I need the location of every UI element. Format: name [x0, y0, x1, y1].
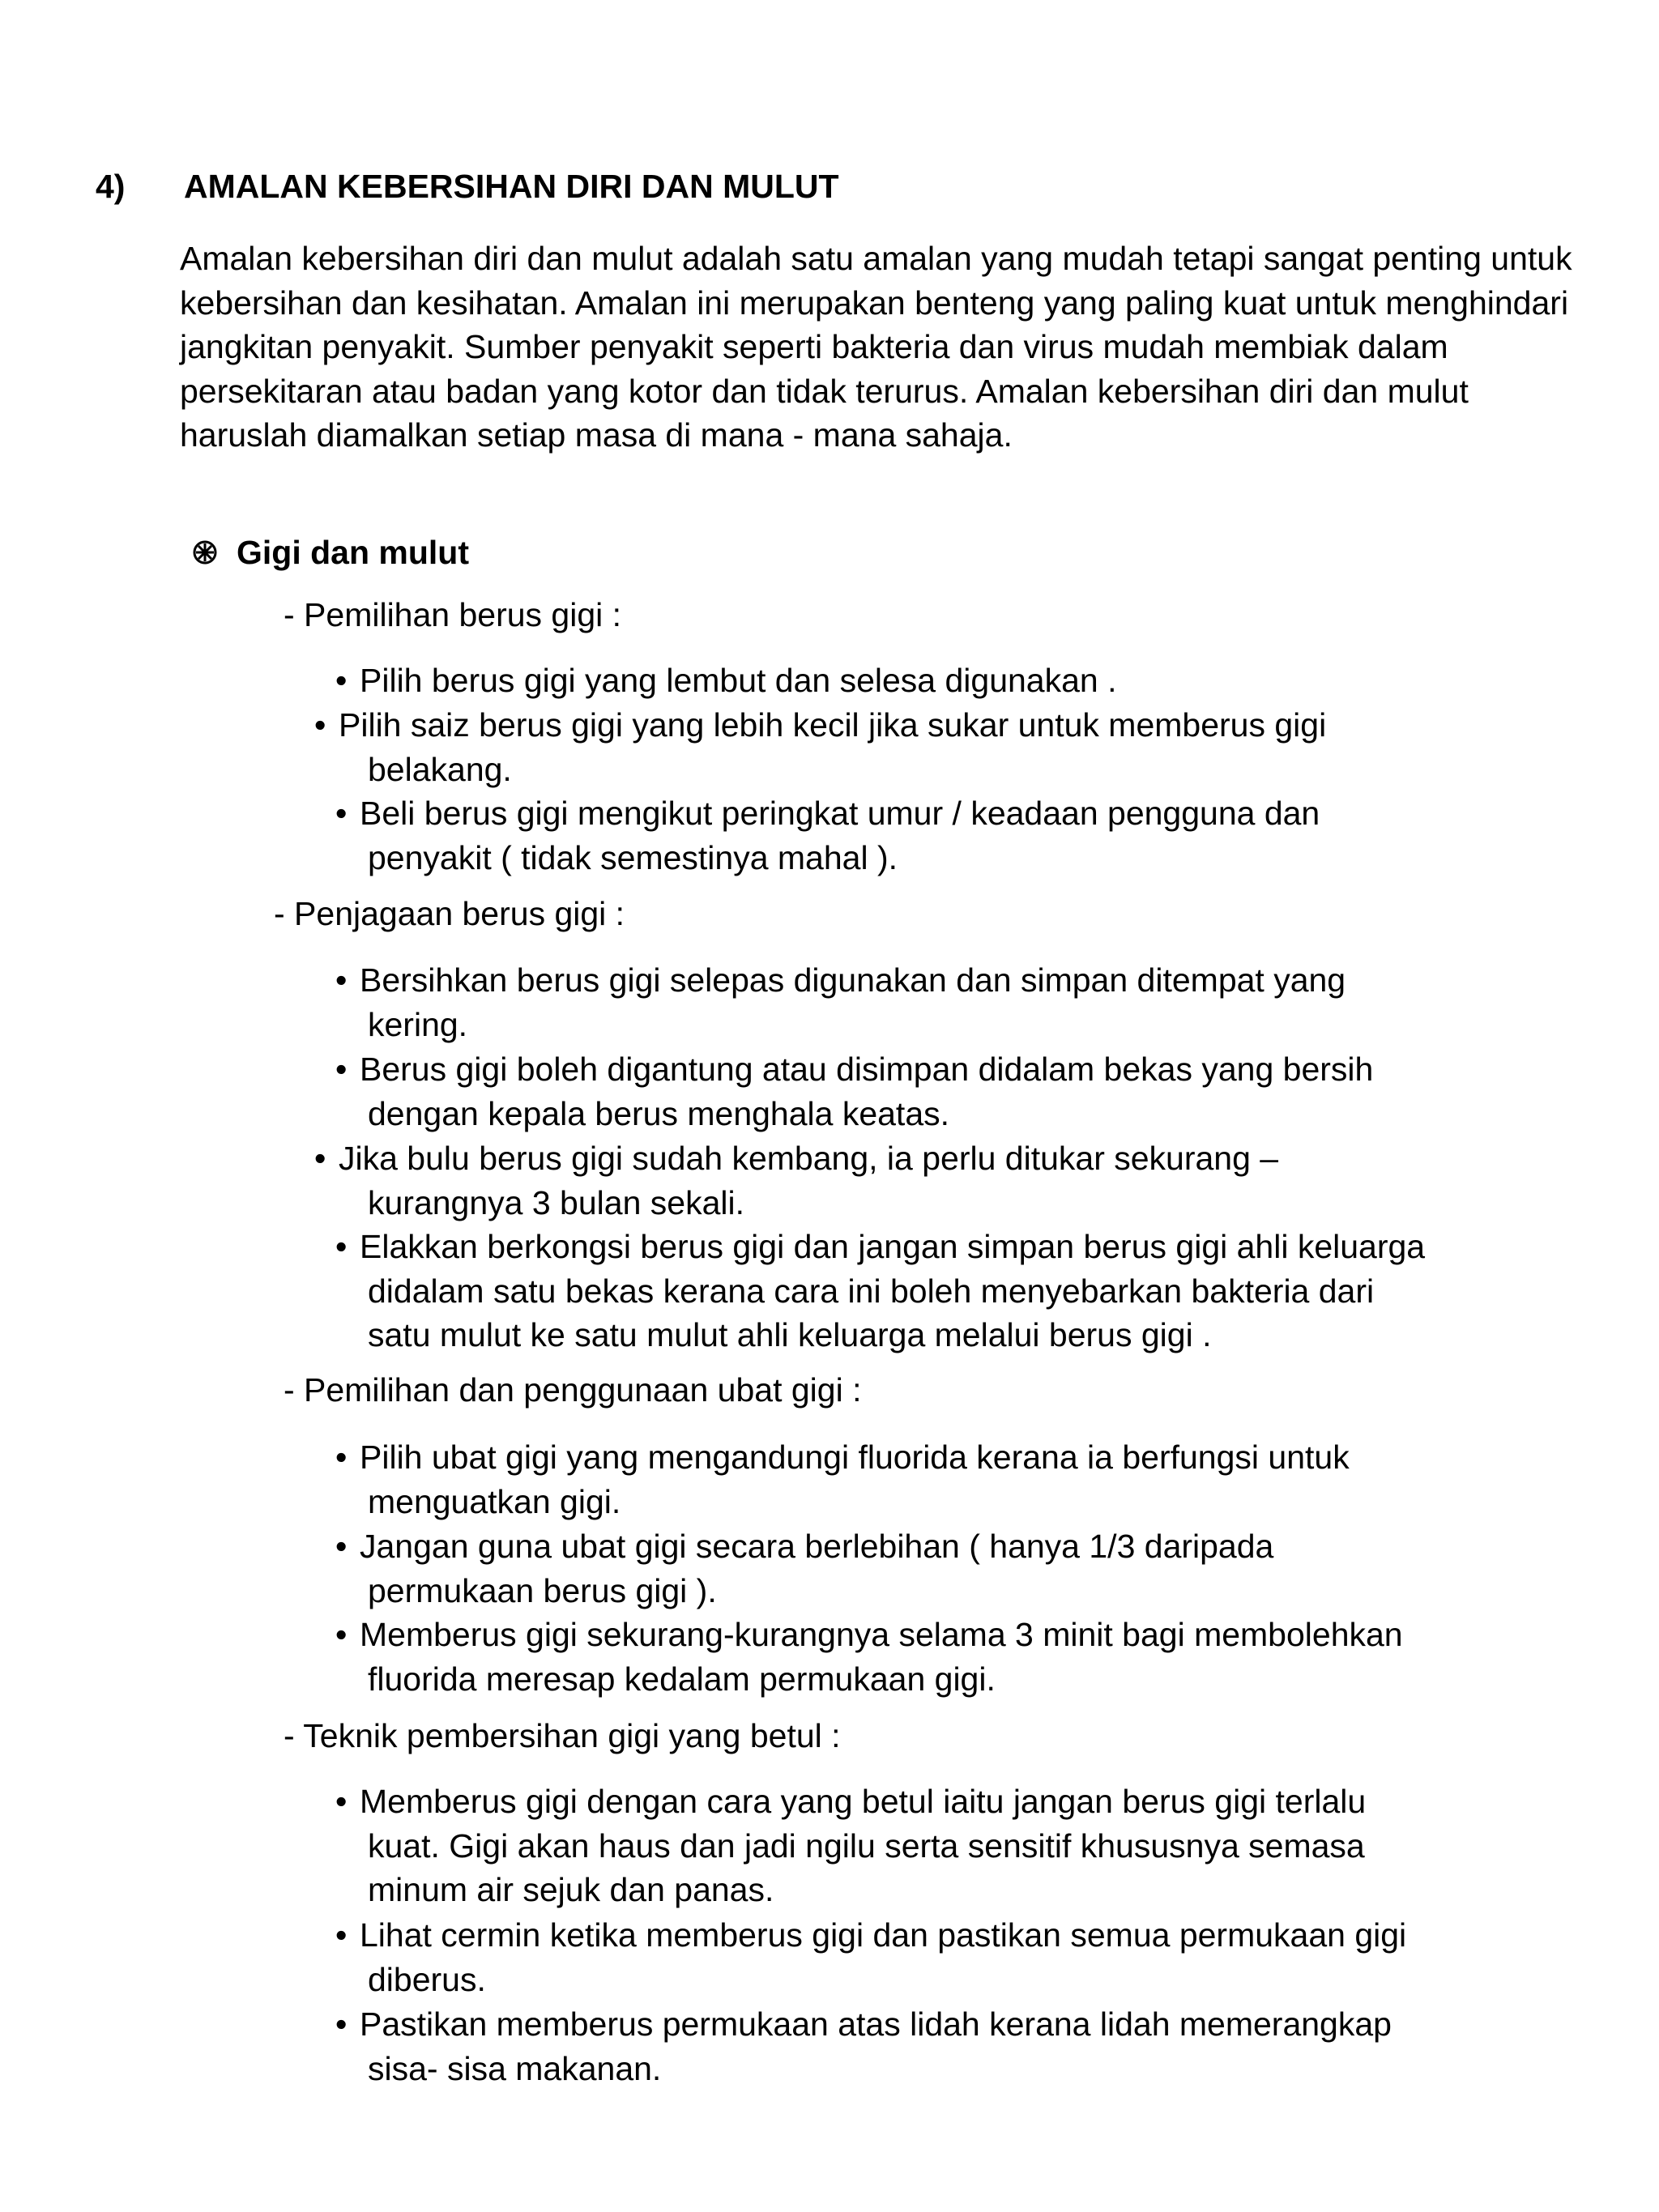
bullet: •	[335, 795, 348, 832]
list-item	[335, 958, 1567, 1046]
list-item	[335, 1913, 1567, 2001]
item-text-cont: dengan kepala berus menghala keatas.	[368, 1094, 950, 1132]
list-item	[335, 791, 1567, 880]
item-text: Pilih berus gigi yang lembut dan selesa digunakan .	[360, 662, 1117, 699]
bullet: •	[314, 1140, 326, 1177]
group-title-ubat-gigi: - Pemilihan dan penggunaan ubat gigi :	[284, 1371, 862, 1409]
item-text-cont: minum air sejuk dan panas.	[368, 1871, 774, 1908]
item-text: Jangan guna ubat gigi secara berlebihan ( hanya 1/3 daripada	[360, 1528, 1274, 1565]
group-title-pemilihan-berus: - Pemilihan berus gigi :	[284, 596, 622, 633]
section-title: AMALAN KEBERSIHAN DIRI DAN MULUT	[184, 168, 839, 205]
bullet: •	[314, 706, 326, 744]
item-text-cont: satu mulut ke satu mulut ahli keluarga melalui berus gigi .	[368, 1316, 1212, 1353]
subheading	[193, 533, 469, 572]
list-item	[314, 1136, 1546, 1225]
item-text-cont: kuat. Gigi akan haus dan jadi ngilu serta sensitif khususnya semasa	[368, 1826, 1365, 1865]
item-text-cont: kering.	[368, 1005, 468, 1043]
bullet: •	[335, 1528, 348, 1565]
bullet: •	[335, 662, 348, 699]
item-text-cont: kurangnya 3 bulan sekali.	[368, 1183, 744, 1221]
group-title-teknik-pembersihan: - Teknik pembersihan gigi yang betul :	[284, 1717, 841, 1754]
bullet: •	[335, 1783, 348, 1820]
bullet: •	[335, 1916, 348, 1954]
bullet: •	[335, 1438, 348, 1476]
bullet: •	[335, 1616, 348, 1653]
item-text: Beli berus gigi mengikut peringkat umur / keadaan pengguna dan	[360, 795, 1320, 832]
group-title-penjagaan-berus: - Penjagaan berus gigi :	[274, 895, 625, 932]
bullet: •	[335, 961, 348, 999]
bullet: •	[335, 2005, 348, 2043]
list-item	[335, 1524, 1567, 1613]
list-item	[335, 658, 1567, 703]
item-text-cont: diberus.	[368, 1960, 486, 1998]
item-text: Pilih saiz berus gigi yang lebih kecil jika sukar untuk memberus gigi	[339, 706, 1327, 744]
item-text-cont: belakang.	[368, 750, 512, 788]
item-text: Pastikan memberus permukaan atas lidah kerana lidah memerangkap	[360, 2005, 1392, 2043]
item-text: Memberus gigi sekurang-kurangnya selama 3 minit bagi membolehkan	[360, 1616, 1403, 1653]
item-text-cont: penyakit ( tidak semestinya mahal ).	[368, 838, 898, 876]
item-text-cont: sisa- sisa makanan.	[368, 2049, 662, 2087]
item-text: Berus gigi boleh digantung atau disimpan didalam bekas yang bersih	[360, 1051, 1374, 1088]
list-item	[335, 1047, 1567, 1136]
list-item	[314, 703, 1546, 791]
item-text-cont: menguatkan gigi.	[368, 1482, 621, 1520]
list-item	[335, 1435, 1567, 1524]
list-item	[335, 1225, 1599, 1357]
list-item	[335, 1779, 1567, 1912]
list-item	[335, 2002, 1567, 2091]
snowflake-icon	[193, 540, 217, 565]
bullet: •	[335, 1228, 348, 1265]
item-text: Lihat cermin ketika memberus gigi dan pastikan semua permukaan gigi	[360, 1916, 1407, 1954]
item-text-cont: permukaan berus gigi ).	[368, 1571, 717, 1609]
list-item	[335, 1613, 1567, 1701]
item-text: Elakkan berkongsi berus gigi dan jangan simpan berus gigi ahli keluarga	[360, 1228, 1426, 1265]
item-text: Jika bulu berus gigi sudah kembang, ia perlu ditukar sekurang –	[339, 1140, 1279, 1177]
item-text-cont: didalam satu bekas kerana cara ini boleh menyebarkan bakteria dari	[368, 1272, 1375, 1310]
item-text-cont: fluorida meresap kedalam permukaan gigi.	[368, 1660, 996, 1698]
subheading-title: Gigi dan mulut	[237, 534, 469, 571]
item-text: Pilih ubat gigi yang mengandungi fluorida kerana ia berfungsi untuk	[360, 1438, 1350, 1476]
item-text: Bersihkan berus gigi selepas digunakan dan simpan ditempat yang	[360, 961, 1346, 999]
item-text: Memberus gigi dengan cara yang betul iaitu jangan berus gigi terlalu	[360, 1783, 1367, 1820]
section-number: 4)	[96, 168, 126, 205]
bullet: •	[335, 1051, 348, 1088]
intro-paragraph: Amalan kebersihan diri dan mulut adalah satu amalan yang mudah tetapi sangat penting untuk kebersihan dan kesihatan. Amalan ini merupakan benteng yang paling kuat untuk menghindari jangkitan penyakit. Sumber penyakit seperti bakteria dan virus mudah membiak dalam persekitaran atau badan yang kotor dan tidak terurus. Amalan kebersihan diri dan mulut haruslah diamalkan setiap masa di mana - mana sahaja.	[180, 240, 1572, 454]
